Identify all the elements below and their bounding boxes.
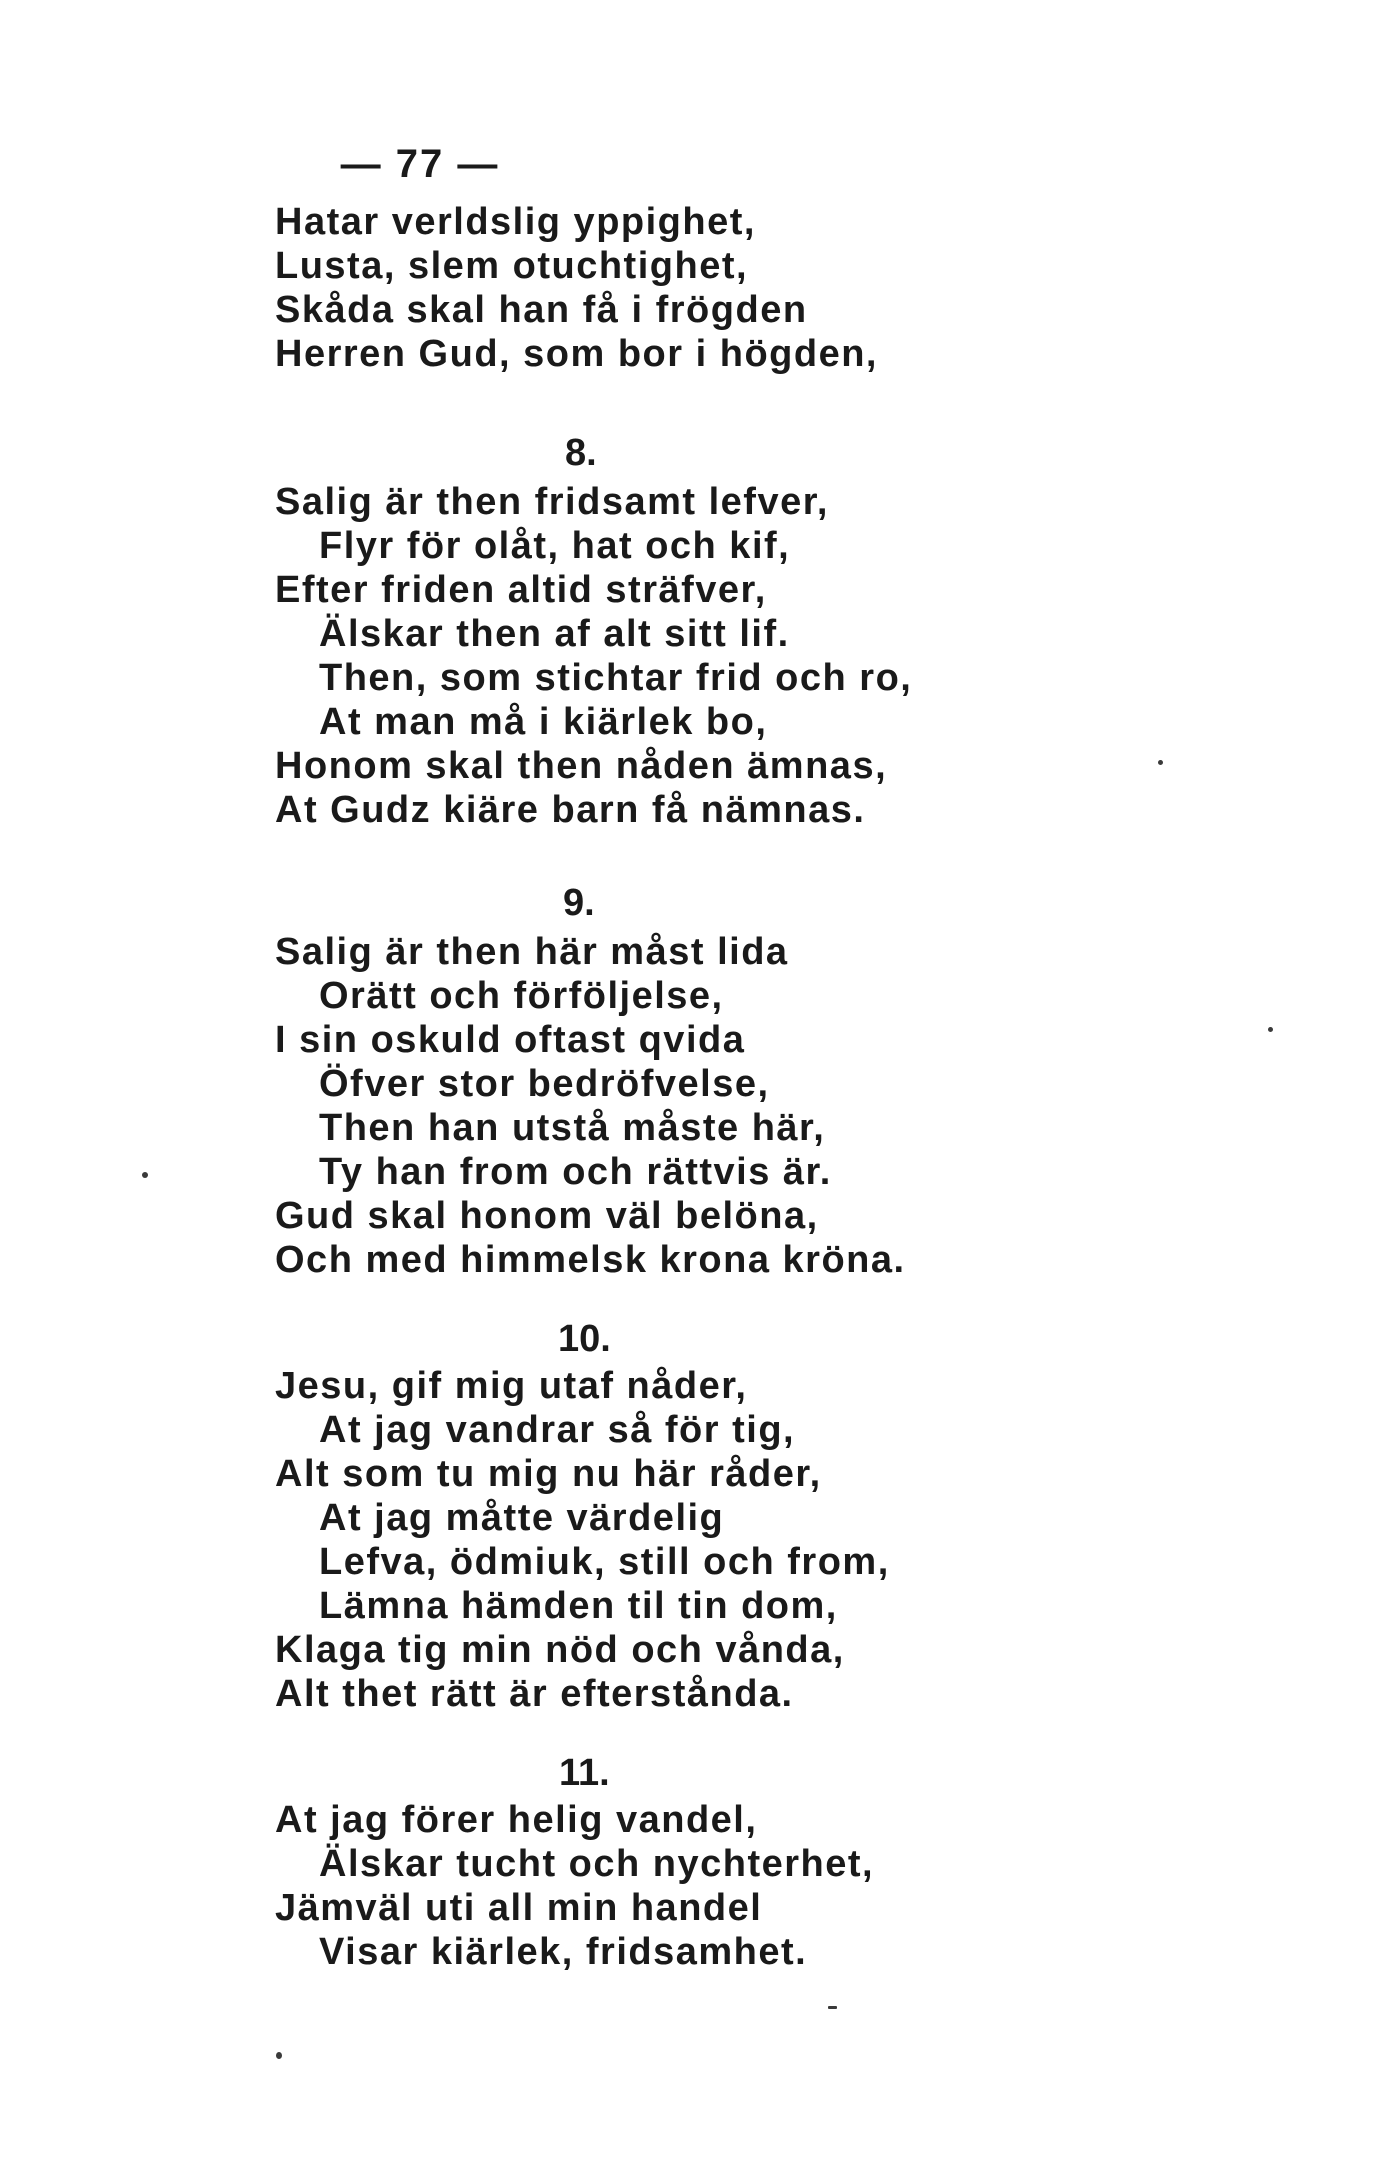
verse-line: Alt thet rätt är efterstånda. xyxy=(275,1673,794,1715)
print-speck xyxy=(828,2006,837,2009)
verse-line: Klaga tig min nöd och vånda, xyxy=(275,1629,845,1671)
verse-line: At jag vandrar så för tig, xyxy=(319,1409,796,1451)
print-speck xyxy=(276,2052,282,2059)
verse-line: Salig är then fridsamt lefver, xyxy=(275,481,829,523)
verse-line: Gud skal honom väl belöna, xyxy=(275,1195,819,1237)
verse-line: At jag förer helig vandel, xyxy=(275,1799,758,1841)
print-speck xyxy=(1268,1027,1273,1032)
verse-line: Ty han from och rättvis är. xyxy=(319,1151,832,1193)
verse-line: Visar kiärlek, fridsamhet. xyxy=(319,1931,808,1973)
verse-line: Honom skal then nåden ämnas, xyxy=(275,745,888,787)
verse-line: Lämna hämden til tin dom, xyxy=(319,1585,838,1627)
verse-line: Then han utstå måste här, xyxy=(319,1107,826,1149)
stanza-number: 9. xyxy=(563,882,595,924)
verse-line: At Gudz kiäre barn få nämnas. xyxy=(275,789,866,831)
verse-line: Alt som tu mig nu här råder, xyxy=(275,1453,822,1495)
print-speck xyxy=(142,1172,148,1178)
verse-line: Öfver stor bedröfvelse, xyxy=(319,1063,770,1105)
verse-line: I sin oskuld oftast qvida xyxy=(275,1019,746,1061)
stanza-number: 8. xyxy=(565,432,597,474)
page-number: — 77 — xyxy=(340,142,500,186)
verse-line: Efter friden altid sträfver, xyxy=(275,569,767,611)
verse-line: Flyr för olåt, hat och kif, xyxy=(319,525,791,567)
verse-line: Salig är then här måst lida xyxy=(275,931,789,973)
stanza-number: 11. xyxy=(559,1752,610,1794)
print-speck xyxy=(1158,760,1163,765)
verse-line: Orätt och förföljelse, xyxy=(319,975,724,1017)
verse-line: Skåda skal han få i frögden xyxy=(275,289,808,331)
stanza-number: 10. xyxy=(558,1318,611,1360)
verse-line: At man må i kiärlek bo, xyxy=(319,701,768,743)
verse-line: At jag måtte värdelig xyxy=(319,1497,725,1539)
verse-line: Och med himmelsk krona kröna. xyxy=(275,1239,906,1281)
verse-line: Älskar then af alt sitt lif. xyxy=(319,613,790,655)
verse-line: Lusta, slem otuchtighet, xyxy=(275,245,749,287)
verse-line: Herren Gud, som bor i högden, xyxy=(275,333,878,375)
verse-line: Then, som stichtar frid och ro, xyxy=(319,657,913,699)
verse-line: Jämväl uti all min handel xyxy=(275,1887,763,1929)
verse-line: Hatar verldslig yppighet, xyxy=(275,201,756,243)
verse-line: Älskar tucht och nychterhet, xyxy=(319,1843,875,1885)
verse-line: Lefva, ödmiuk, still och from, xyxy=(319,1541,890,1583)
verse-line: Jesu, gif mig utaf nåder, xyxy=(275,1365,748,1407)
